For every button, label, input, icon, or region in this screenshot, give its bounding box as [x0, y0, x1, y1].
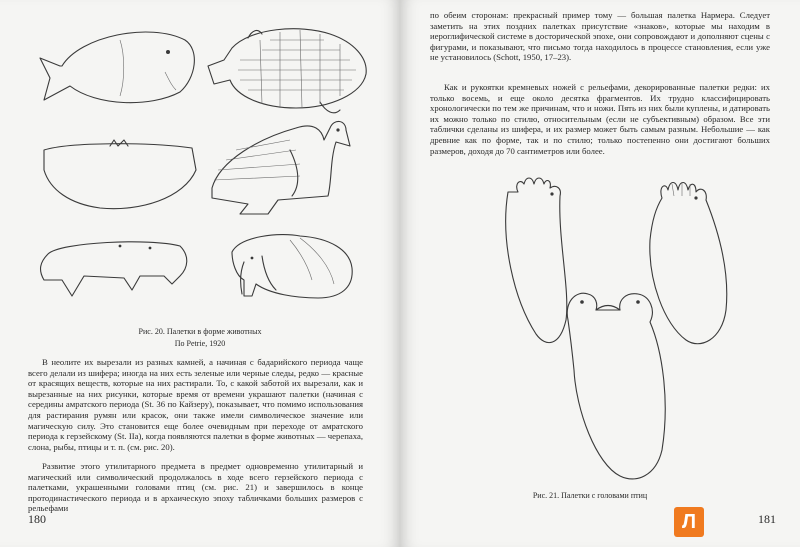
right-page-number: 181	[758, 512, 776, 526]
left-paragraph-2: Развитие этого утилитарного предмета в предмет одновременно утилитарный и магический или символический продолжалось в ходе всего герзейского периода с палетками, украшенными головами птиц (см. рис. 21) и завершилось в конце протодинастического периода и в архаическую эпоху табличками больших размеров с рельефами	[28, 461, 363, 514]
hippo-palette-drawing	[41, 242, 187, 296]
right-paragraph-1: по обеим сторонам: прекрасный пример тому — большая палетка Нармера. Следует заметить на этих поздних палетках присутствие «знаков», которые мы находим в иероглифической системе в досторической эпохе, они сопровождают и дополняют сцены с фигурами, и показывают, что письмо тогда находилось в процессе становления, если уже не установилось (Schott, 1950, 17–23).	[430, 10, 770, 63]
litres-logo-badge	[674, 507, 704, 537]
right-paragraph-2: Как и рукоятки кремневых ножей с рельефами, декорированные палетки редки: их только восемь, и еще около десятка фрагментов. Их трудно классифицировать хронологически по тем же причинам, что и ножи. Пять из них были куплены, и датировать их можно только по стилю, относительным (если не субъективным) образом. Все эти таблички сделаны из шифера, и их размер может быть самым разным. Небольшие — как древние как по форме, так и по стилю; только постепенно они достигают больших размеров, доходя до 70 сантиметров или более.	[430, 82, 770, 156]
left-crested-palette-drawing	[506, 178, 567, 343]
figure-20-animal-palettes	[0, 0, 400, 320]
figure-21-bird-palettes	[400, 170, 800, 500]
figure-21-caption: Рис. 21. Палетки с головами птиц	[532, 491, 648, 500]
figure-20-caption: Рис. 20. Палетки в форме животных	[138, 327, 262, 336]
elephant-palette-drawing	[232, 235, 352, 298]
litres-logo-letter: Л	[681, 511, 697, 533]
left-paragraph-1: В неолите их вырезали из разных камней, а начиная с бадарийского периода чаще всего делали из шифера; иногда на них есть зеленые или черные следы, редко — красные от красящих веществ, которые на них растирали. То, с какой заботой их вырезали, как и вырезанные на них рисунки, которые время от времени украшают палетки (начиная с середины амратского периода (St. 36 по Кайзеру), показывает, что помимо использования для растирания румян или красок, они также имели символическое значение или магическую силу. Это становится еще более очевидным при переходе от амратского периода к герзейскому (St. IIa), когда появляются палетки в форме животных — черепаха, слона, рыбы, птицы и т. п. (см. рис. 20).	[28, 357, 363, 452]
right-page	[400, 0, 800, 547]
left-page-number: 180	[28, 512, 46, 526]
center-bird-head-palette-drawing	[567, 293, 665, 479]
right-crested-palette-drawing	[650, 182, 727, 344]
fish-palette-drawing	[40, 32, 194, 103]
figure-20-source: По Petrie, 1920	[174, 339, 226, 348]
tortoise-palette-drawing	[208, 29, 366, 113]
bird-palette-drawing	[212, 121, 350, 214]
half-oval-palette-drawing	[44, 140, 196, 209]
